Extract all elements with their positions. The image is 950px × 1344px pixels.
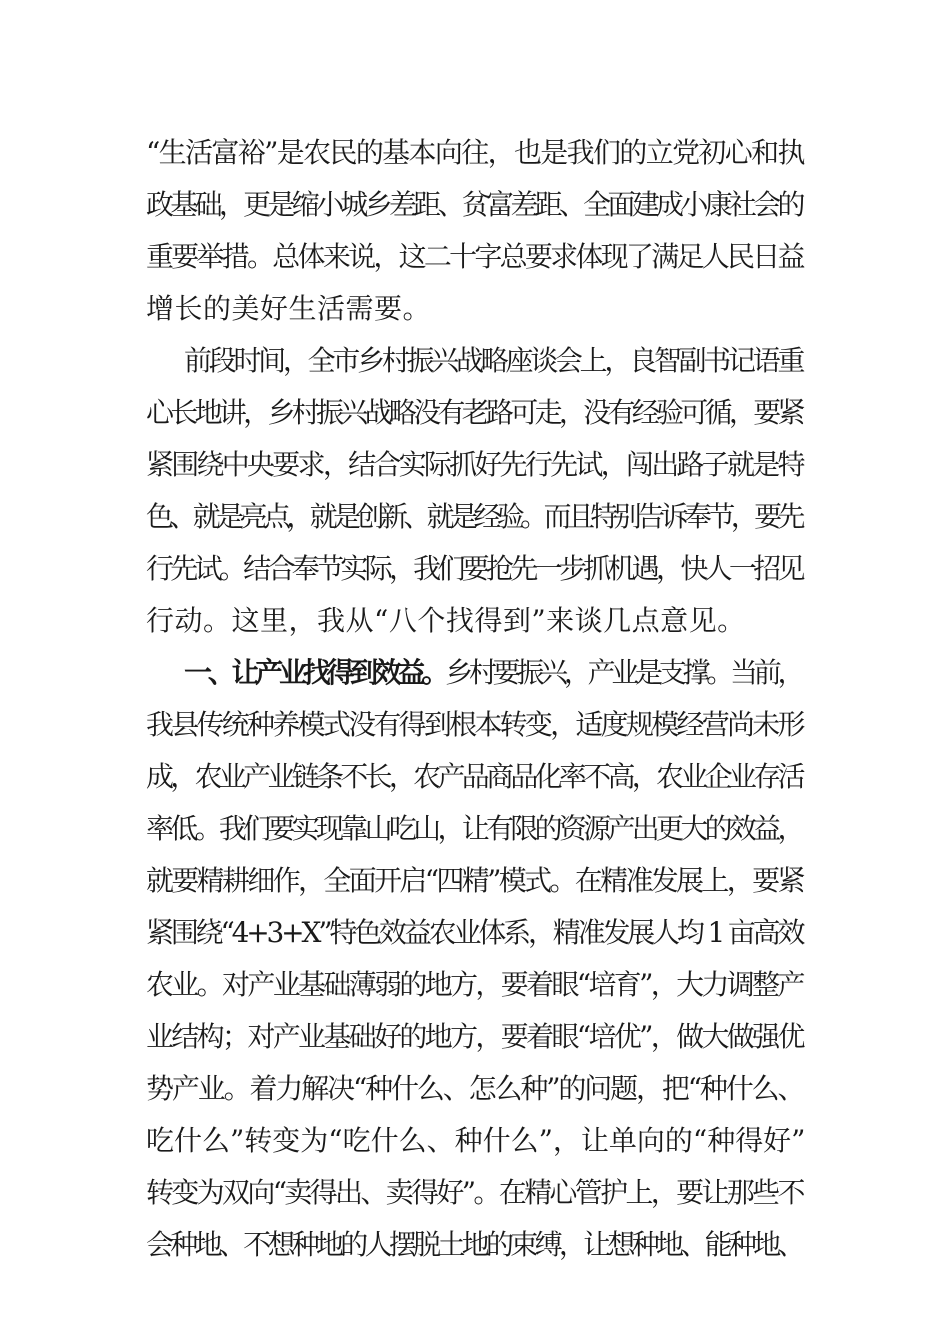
paragraph-1-line-1: “生活富裕”是农民的基本向往，也是我们的立党初心和执 [146, 136, 804, 169]
section-heading: 一、让产业找得到效益。 [184, 656, 446, 689]
paragraph-3-line-5: 就要精耕细作，全面开启“四精”模式。在精准发展上，要紧 [146, 864, 803, 897]
paragraph-2-line-2: 心长地讲，乡村振兴战略没有老路可走，没有经验可循，要紧 [146, 396, 802, 429]
paragraph-3-line-9: 势产业。着力解决“种什么、怎么种”的问题，把“种什么、 [146, 1072, 804, 1105]
paragraph-3-line-11: 转变为双向“卖得出、卖得好”。在精心管护上，要让那些不 [146, 1176, 803, 1209]
paragraph-3-line-6: 紧围绕“4+3+X”特色效益农业体系，精准发展人均 1 亩高效 [146, 916, 803, 949]
paragraph-1-line-4: 增长的美好生活需要。 [146, 292, 432, 325]
paragraph-3-line-2: 我县传统种养模式没有得到根本转变，适度规模经营尚未形 [146, 708, 803, 741]
paragraph-2-line-3: 紧围绕中央要求，结合实际抓好先行先试，闯出路子就是特 [146, 448, 803, 481]
paragraph-2-line-5: 行先试。结合奉节实际，我们要抢先一步抓机遇，快人一招见 [146, 552, 802, 585]
paragraph-2-line-4: 色、就是亮点，就是创新、就是经验。而且特别告诉奉节，要先 [146, 500, 801, 533]
paragraph-3-line-1-text: 乡村要振兴，产业是支撑。当前， [445, 656, 802, 689]
paragraph-3-line-3: 成，农业产业链条不长，农产品商品化率不高，农业企业存活 [146, 760, 802, 793]
paragraph-3-line-4: 率低。我们要实现靠山吃山，让有限的资源产出更大的效益， [146, 812, 802, 845]
paragraph-1-line-3: 重要举措。总体来说，这二十字总要求体现了满足人民日益 [146, 240, 803, 273]
paragraph-1-line-2: 政基础，更是缩小城乡差距、贫富差距、全面建成小康社会的 [146, 188, 802, 221]
paragraph-3-line-10: 吃什么”转变为“吃什么、种什么”，让单向的“种得好” [146, 1124, 806, 1157]
paragraph-3-line-12: 会种地、不想种地的人摆脱土地的束缚，让想种地、能种地、 [146, 1228, 802, 1261]
paragraph-2-line-1: 前段时间，全市乡村振兴战略座谈会上，良智副书记语重 [184, 344, 803, 377]
paragraph-3-line-7: 农业。对产业基础薄弱的地方，要着眼“培育”，大力调整产 [146, 968, 803, 1001]
paragraph-3-line-8: 业结构；对产业基础好的地方，要着眼“培优”，做大做强优 [146, 1020, 803, 1053]
paragraph-3-line-1 [184, 647, 808, 699]
paragraph-2-line-6: 行动。这里，我从“八个找得到”来谈几点意见。 [146, 604, 746, 637]
